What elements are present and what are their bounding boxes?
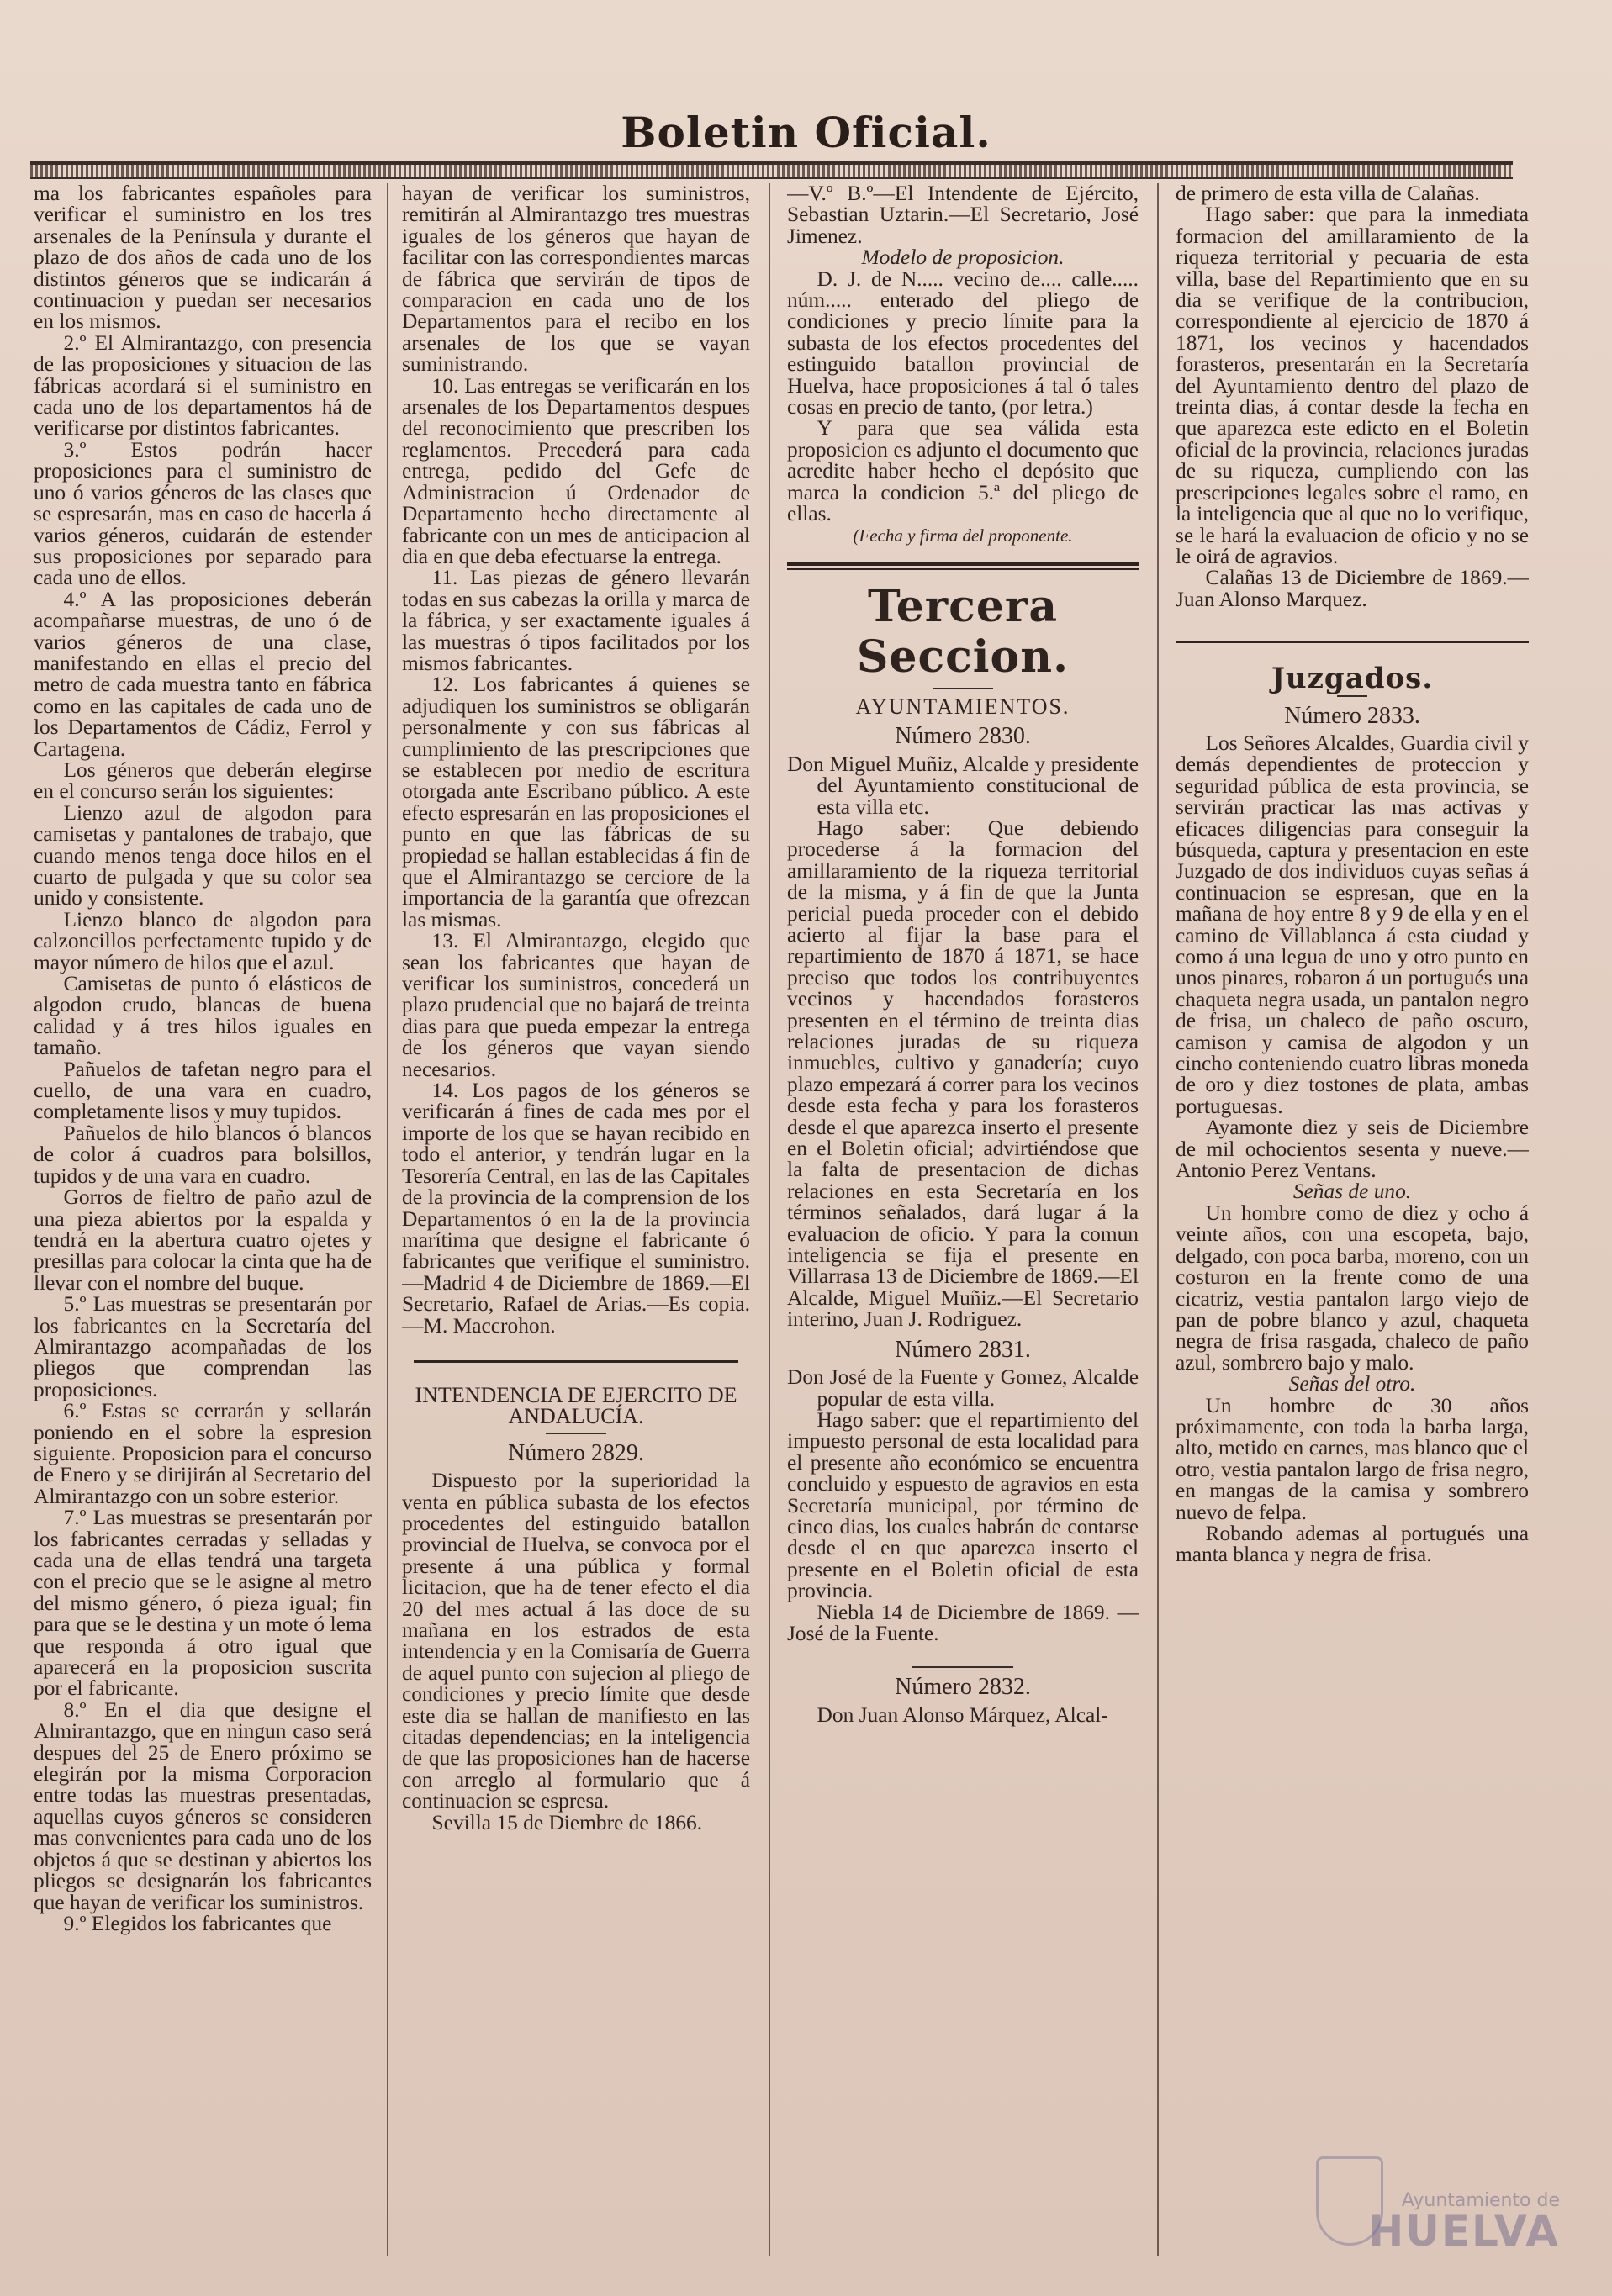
column-3 [787, 183, 1139, 2260]
subheading: Señas de uno. [1292, 1180, 1412, 1204]
paragraph: Robando ademas al portugués una manta blanca y negra de frisa. [1176, 1521, 1529, 1567]
notice-number: Número 2831. [895, 1336, 1031, 1363]
masthead-title: Boletin Oficial. [621, 108, 991, 157]
column-1 [34, 183, 372, 2260]
paragraph: 5.º Las muestras se presentarán por los fabricantes en la Secretaría del Almirantazgo acompañadas de los pliegos que comprendan las proposiciones. [34, 1292, 372, 1401]
paragraph: Los Señores Alcaldes, Guardia civil y demás dependientes de proteccion y seguridad pública de esta provincia, se servirán practicar las mas activas y eficaces diligencias para conseguir la búsqueda, captura y presentacion en este Juzgado de dos individuos cuyas señas á continuacion se espresan, que en la mañana de hoy entre 8 y 9 de ella y en el camino de Villablanca á esta ciudad y como á una legua de uno y otro punto en unos pinares, robaron á un portugués una chaqueta negra usada, un pantalon negro de frisa, un chaleco de paño oscuro, camison y camisa de algodon y un cincho conteniendo cuatro libras moneda de oro y diez tostones de plata, ambas portuguesas. [1176, 731, 1529, 1118]
section-rule [787, 562, 1139, 570]
subheading: Señas del otro. [1288, 1372, 1416, 1396]
paragraph: 7.º Las muestras se presentarán por los fabricantes cerradas y selladas y cada una de ellas tendrá una targeta con el precio que se le asigne al metro del mismo género, ó pieza igual; fin para que se le destina y un mote ó lema que responda á otro igual que aparecerá en la proposicion suscrita por el fabricante. [34, 1506, 372, 1701]
short-rule [546, 1433, 606, 1434]
paragraph: 2.º El Almirantazgo, con presencia de las proposiciones y situacion de las fábricas acordará si el suministro en cada uno de los departamentos há de verificarse por distintos fabricantes. [34, 330, 372, 441]
paragraph: ma los fabricantes españoles para verificar el suministro en los tres arsenales de la Península y durante el plazo de dos años de cada uno de los distintos géneros que se indicarán á continuacion y puedan ser necesarios en los mismos. [34, 183, 372, 334]
column-4 [1176, 183, 1529, 2260]
paragraph: Niebla 14 de Diciembre de 1869. —José de la Fuente. [787, 1600, 1139, 1645]
paragraph: 10. Las entregas se verificarán en los arsenales de los Departamentos despues del reconocimiento que prescriben los reglamentos. Precederá para cada entrega, pedido del Gefe de Administracion ú Ordenador de Departamento hecho directamente al fabricante con un mes de anticipacion al dia en que deba efectuarse la entrega. [402, 373, 750, 568]
short-rule [912, 1666, 1013, 1668]
subsection-heading: AYUNTAMIENTOS. [855, 694, 1070, 719]
paragraph: 12. Los fabricantes á quienes se adjudiquen los suministros se obligarán personalmente y con sus fábricas al cumplimiento de las prescripciones que se establecen por medio de escritura otorgada ante Escribano público. A este efecto espresarán en las proposiciones el punto en que las fábricas de su propiedad se hallan establecidas á fin de que el Almirantazgo se cerciore de la importancia de la garantía que ofrezcan las mismas. [402, 673, 750, 932]
paragraph: Don José de la Fuente y Gomez, Alcalde popular de esta villa. [787, 1365, 1139, 1411]
paragraph: D. J. de N..... vecino de.... calle..... núm..... enterado del pliego de condiciones y precio límite para la subasta de los efectos procedentes del estinguido batallon provincial de Huelva, hace proposiciones á tal ó tales cosas en precio de tanto, (por letra.) [787, 267, 1139, 420]
paragraph: de primero de esta villa de Calañas. [1176, 183, 1480, 205]
column-divider [769, 183, 770, 2256]
paragraph: 4.º A las proposiciones deberán acompañarse muestras, de uno ó de varios géneros de una clase, manifestando en ellas el precio del metro de cada muestra tanto en fábrica como en las capitales de cada uno de los Departamentos de Cádiz, Ferrol y Cartagena. [34, 587, 372, 761]
column-2 [402, 183, 750, 2260]
archive-watermark [1316, 2150, 1560, 2259]
column-divider [1157, 183, 1159, 2256]
section-heading: Tercera Seccion. [856, 580, 1070, 683]
paragraph: Dispuesto por la superioridad la venta en pública subasta de los efectos procedentes del estinguido batallon provincial de Huelva, se convoca por el presente á una pública y formal licitacion, que ha de tener efecto el dia 20 del mes actual á las doce de su mañana en los estrados de esta intendencia y en la Comisaría de Guerra de aquel punto con sujecion al pliego de condiciones y precio límite que desde este dia se hallan de manifiesto en las citadas dependencias; en la inteligencia de que las proposiciones han de hacerse con arreglo al formulario que á continuacion se espresa. [402, 1469, 750, 1813]
masthead-rule [30, 161, 1513, 179]
paragraph: Lienzo azul de algodon para camisetas y pantalones de trabajo, que cuando menos tenga doce hilos en el cuarto de pulgada y que su color sea unido y consistente. [34, 800, 372, 910]
paragraph: Camisetas de punto ó elásticos de algodon crudo, blancas de buena calidad y á tres hilos iguales en tamaño. [34, 972, 372, 1060]
paragraph: Pañuelos de hilo blancos ó blancos de color á cuadros para bolsillos, tupidos y de una vara en cuadro. [34, 1121, 372, 1188]
notice-number: Número 2833. [1284, 702, 1420, 729]
section-rule [414, 1360, 738, 1363]
watermark-line-2: HUELVA [1368, 2207, 1560, 2256]
column-divider [387, 183, 388, 2256]
section-rule [1176, 641, 1529, 643]
paragraph: 11. Las piezas de género llevarán todas en sus cabezas la orilla y marca de la fábrica, y ser exactamente iguales á las muestras ó tipos facilitados por los mismos fabricantes. [402, 566, 750, 675]
paragraph: Un hombre de 30 años próximamente, con toda la barba larga, alto, metido en carnes, mas blanco que el otro, vestia pantalon largo de frisa negro, en mangas de la camisa y sombrero nuevo de felpa. [1176, 1393, 1529, 1524]
notice-number: Número 2832. [895, 1674, 1031, 1701]
paragraph: 6.º Estas se cerrarán y sellarán poniendo en el sobre la espresion siguiente. Proposicion para el concurso de Enero y se dirijirán al Secretario del Almirantazgo con un sobre esterior. [34, 1399, 372, 1508]
intendencia-heading: INTENDENCIA DE EJERCITO DE ANDALUCÍA. [415, 1382, 737, 1429]
paragraph: hayan de verificar los suministros, remitirán al Almirantazgo tres muestras iguales de los géneros que hayan de facilitar con las correspondientes marcas de fábrica que servirán de tipos de comparacion en cada uno de los Departamentos para el recibo en los arsenales de los que se vayan suministrando. [402, 183, 750, 377]
paragraph: Sevilla 15 de Diembre de 1866. [431, 1810, 703, 1834]
paragraph: —V.º B.º—El Intendente de Ejército, Sebastian Uztarin.—El Secretario, José Jimenez. [787, 183, 1139, 248]
notice-number: Número 2830. [895, 723, 1031, 750]
paragraph: Hago saber: Que debiendo procederse á la formacion del amillaramiento de la riqueza territorial de la misma, y á fin de que la Junta pericial pueda proceder con el debido acierto al fijar la base para el repartimiento de 1870 á 1871, se hace preciso que todos los contribuyentes vecinos y hacendados forasteros presenten en el término de treinta dias relaciones juradas de su riqueza inmuebles, cultivo y ganadería; cuyo plazo empezará á correr para los vecinos desde esta fecha y para los forasteros desde el que aparezca inserto el presente en el Boletin oficial; advirtiéndose que la falta de presentacion de dichas relaciones en esta Secretaría en los términos señalados, dará lugar á la evaluacion de oficio. Y para la comun inteligencia se fija el presente en Villarrasa 13 de Diciembre de 1869.—El Alcalde, Miguel Muñiz.—El Secretario interino, Juan J. Rodriguez. [787, 815, 1139, 1332]
paragraph: Un hombre como de diez y ocho á veinte años, con una escopeta, bajo, delgado, con poca barba, moreno, con un costuron en la frente como de una cicatriz, vestia pantalon largo viejo de pan de pobre blanco y azul, chaqueta negra de frisa rasgada, chaleco de paño azul, sombrero bajo y malo. [1176, 1201, 1529, 1375]
signature-note: (Fecha y firma del proponente. [853, 525, 1073, 546]
paragraph: Don Juan Alonso Márquez, Alcal- [817, 1702, 1108, 1727]
paragraph: 8.º En el dia que designe el Almirantazgo, que en ningun caso será despues del 25 de Enero próximo se elegirán por la misma Corporacion entre todas las muestras presentadas, aquellas cuyos géneros se consideren mas convenientes para cada uno de los objetos á que se destinan y abiertos los pliegos se designarán los fabricantes que hayan de verificar los suministros. [34, 1697, 372, 1914]
paragraph: Ayamonte diez y seis de Diciembre de mil ochocientos sesenta y nueve.—Antonio Perez Ventans. [1176, 1116, 1529, 1183]
short-rule [933, 688, 993, 689]
paragraph: Don Miguel Muñiz, Alcalde y presidente del Ayuntamiento constitucional de esta villa etc. [787, 752, 1139, 819]
paragraph: 9.º Elegidos los fabricantes que [63, 1911, 332, 1935]
paragraph: Los géneros que deberán elegirse en el concurso serán los siguientes: [34, 757, 372, 804]
paragraph: 13. El Almirantazgo, elegido que sean los fabricantes que hayan de verificar los suministros, concederá un plazo prudencial que no bajará de treinta dias para que pueda empezar la entrega de los géneros que vayan siendo necesarios. [402, 929, 750, 1081]
paragraph: 3.º Estos podrán hacer proposiciones para el suministro de uno ó varios géneros de las clases que se espresarán, mas en caso de hacerla á varios géneros, cuidarán de estender sus proposiciones por separado para cada uno de ellos. [34, 437, 372, 590]
paragraph: Y para que sea válida esta proposicion es adjunto el documento que acredite haber hecho el depósito que marca la condicion 5.ª del pliego de ellas. [787, 416, 1139, 526]
section-heading: Juzgados. [1271, 662, 1434, 696]
paragraph: Hago saber: que para la inmediata formacion del amillaramiento de la riqueza territorial y pecuaria de esta villa, base del Repartimiento que en su dia se verifique de la contribucion, correspondiente al ejercicio de 1870 á 1871, los vecinos y hacendados forasteros, presentarán en la Secretaría del Ayuntamiento dentro del plazo de treinta dias, á contar desde la fecha en que aparezca este edicto en el Boletin oficial de la provincia, relaciones juradas de su riqueza, cumpliendo con las prescripciones legales sobre el ramo, en la inteligencia que al que no lo verifique, se le hará la evaluacion de oficio y no se le oirá de agravios. [1176, 203, 1529, 568]
paragraph: Gorros de fieltro de paño azul de una pieza abiertos por la espalda y tendrá en la abertura cuatro ojetes y presillas para colocar la cinta que ha de llevar con el nombre del buque. [34, 1185, 372, 1295]
watermark-line-1: Ayuntamiento de [1401, 2190, 1560, 2211]
subheading: Modelo de proposicion. [861, 245, 1065, 270]
paragraph: Hago saber: que el repartimiento del impuesto personal de esta localidad para el presente año económico se encuentra concluido y espuesto de agravios en esta Secretaría municipal, por término de cinco dias, los cuales habrán de contarse desde el en que aparezca inserto el presente en el Boletin oficial de esta provincia. [787, 1407, 1139, 1603]
paragraph: 14. Los pagos de los géneros se verificarán á fines de cada mes por el importe de los que se hayan recibido en todo el anterior, y tendrán lugar en la Tesorería Central, en las de las Capitales de la provincia de la comprension de los Departamentos ó en la de la provincia marítima que designe el fabricante ó fabricantes que verifique el suministro.—Madrid 4 de Diciembre de 1869.—El Secretario, Rafael de Arias.—Es copia.—M. Maccrohon. [402, 1079, 750, 1338]
paragraph: Calañas 13 de Diciembre de 1869.—Juan Alonso Marquez. [1176, 566, 1529, 611]
notice-number: Número 2829. [508, 1439, 644, 1466]
paragraph: Lienzo blanco de algodon para calzoncillos perfectamente tupido y de mayor número de hilos que el azul. [34, 907, 372, 974]
paragraph: Pañuelos de tafetan negro para el cuello, de una vara en cuadro, completamente lisos y muy tupidos. [34, 1057, 372, 1124]
